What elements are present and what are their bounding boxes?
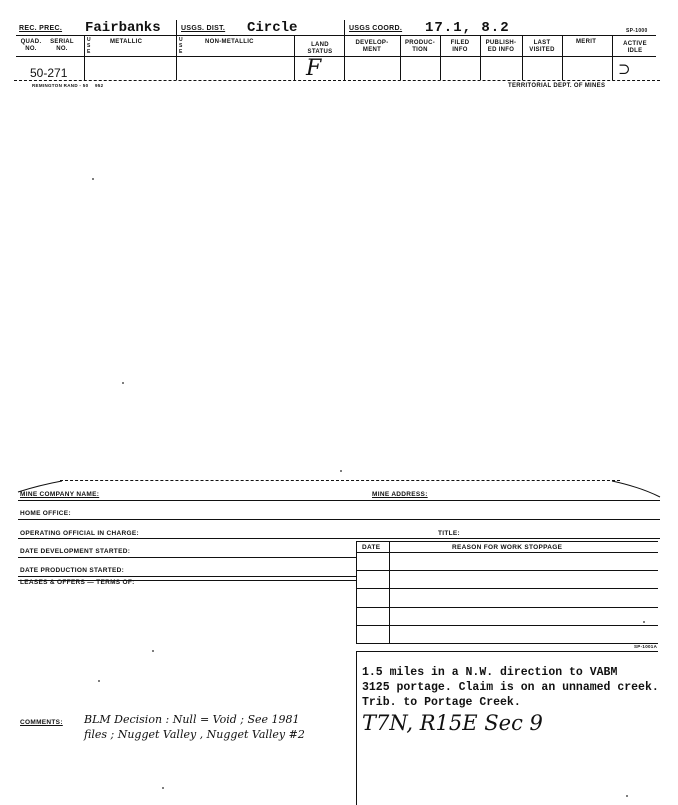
col-published-info: PUBLISH- ED INFO [485,40,517,53]
location-line: 1.5 miles in a N.W. direction to VABM [362,666,618,679]
right-panel-edge [356,651,357,805]
comments-label: COMMENTS: [20,719,63,726]
rule-location-top [356,651,658,652]
divider [294,36,295,80]
mine-address-label: MINE ADDRESS: [372,491,428,498]
date-column-label: DATE [362,544,381,551]
col-last-visited: LAST VISITED [529,40,555,53]
land-status-value: F [306,56,322,81]
scan-speck [152,650,154,652]
column-head-rule [16,56,656,57]
rule-official [18,538,660,539]
reason-column-label: REASON FOR WORK STOPPAGE [452,544,563,551]
divider [522,36,523,80]
stoppage-rule [356,607,658,608]
col-use-1: U S E [87,37,91,55]
divider [344,20,345,80]
stoppage-rule [356,570,658,571]
form-number: SP-1000 [626,28,648,34]
divider [440,36,441,80]
stoppage-rule [356,552,658,553]
operating-official-label: OPERATING OFFICIAL IN CHARGE: [20,530,139,537]
rule-company [18,500,660,501]
scan-speck [643,621,645,623]
header-rule [16,35,656,36]
scan-speck [340,470,342,472]
date-development-label: DATE DEVELOPMENT STARTED: [20,548,131,555]
stoppage-divider [389,541,390,643]
stoppage-rule [356,588,658,589]
usgs-coord-value: 17.1, 8.2 [425,20,510,36]
stoppage-rule [356,643,658,644]
divider [612,36,613,80]
usgs-dist-label: USGS. DIST. [181,25,226,32]
rule-production [18,576,356,577]
comments-text [84,712,305,742]
divider [400,36,401,80]
comments-line: files ; Nugget Valley , Nugget Valley #2 [84,728,305,741]
col-use-2: U S E [179,37,183,55]
divider [176,20,177,80]
divider [480,36,481,80]
location-line: Trib. to Portage Creek. [362,696,521,709]
usgs-coord-label: USGS COORD. [349,25,403,32]
title-label: TITLE: [438,530,461,537]
legal-description: T7N, R15E Sec 9 [362,711,543,735]
col-merit: MERIT [576,39,597,45]
active-idle-value: ⊃ [618,60,631,78]
department-label: TERRITORIAL DEPT. OF MINES [508,83,606,89]
scan-speck [92,178,94,180]
card-code: 952 [95,83,104,88]
col-active-idle: ACTIVE IDLE [623,41,647,54]
col-non-metallic: NON-METALLIC [205,39,254,45]
stoppage-divider [356,541,357,643]
leases-label: LEASES & OFFERS — TERMS OF: [20,579,135,586]
usgs-dist-value: Circle [247,20,298,36]
home-office-label: HOME OFFICE: [20,510,71,517]
rule-home-office [18,519,660,520]
rec-prec-label: REC. PREC. [19,25,63,32]
divider [562,36,563,80]
card-note: REMINGTON RAND - 50 [32,83,89,88]
location-description [362,665,659,710]
col-production: PRODUC- TION [404,40,436,53]
col-serial-no: SERIAL NO. [50,39,74,52]
form-number-2: SP-1001A [634,644,658,649]
scan-speck [122,382,124,384]
data-row-rule [14,80,660,81]
col-quad-no: QUAD. NO. [20,39,42,52]
stoppage-rule [356,625,658,626]
scan-speck [162,787,164,789]
rule-date-head [356,541,658,542]
comments-line: BLM Decision : Null = Void ; See 1981 [84,713,300,726]
serial-value: 50-271 [30,66,68,80]
location-line: 3125 portage. Claim is on an unnamed creek. [362,681,659,694]
scan-speck [626,795,628,797]
col-filed-info: FILED INFO [450,40,470,53]
rule-development [18,557,356,558]
col-development: DEVELOP- MENT [355,40,389,53]
col-land-status: LAND STATUS [307,42,333,55]
mine-company-name-label: MINE COMPANY NAME: [20,491,100,498]
rec-prec-value: Fairbanks [85,20,161,36]
scan-speck [98,680,100,682]
divider [84,36,85,80]
date-production-label: DATE PRODUCTION STARTED: [20,567,125,574]
rule-leases [18,580,356,581]
col-metallic: METALLIC [110,39,143,45]
